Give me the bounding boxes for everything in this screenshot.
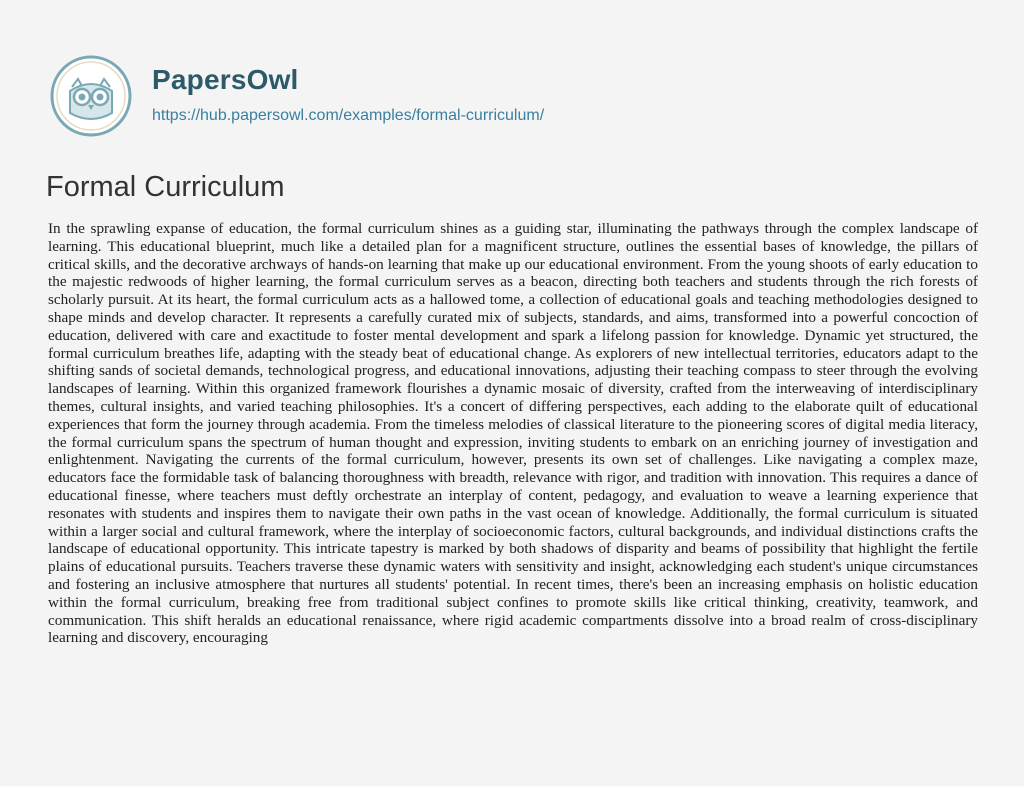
article-body: In the sprawling expanse of education, the formal curriculum shines as a guiding star, illuminating the pathways through the complex landscape of learning. This educational blueprint, much like a detailed plan for a magnificent structure, outlines the essential bases of knowledge, the pillars of critical skills, and the decorative archways of hands-on learning that make up our educational environment. From the young shoots of early education to the majestic redwoods of higher learning, the formal curriculum serves as a beacon, directing both teachers and students through the rich forests of scholarly pursuit. At its heart, the formal curriculum acts as a hallowed tome, a collection of educational goals and teaching methodologies designed to shape minds and develop character. It represents a carefully curated mix of subjects, standards, and aims, transformed into a powerful concoction of education, delivered with care and exactitude to foster mental development and spark a lifelong passion for knowledge. Dynamic yet structured, the formal curriculum breathes life, adapting with the steady beat of educational change. As explorers of new intellectual territories, educators adapt to the shifting sands of societal demands, technological progress, and educational innovations, adjusting their teaching compass to steer through the evolving landscapes of learning. Within this organized framework flourishes a dynamic mosaic of diversity, crafted from the interweaving of interdisciplinary themes, cultural insights, and varied teaching philosophies. It's a concert of differing perspectives, each adding to the elaborate quilt of educational experiences that form the journey through academia. From the timeless melodies of classical literature to the pioneering scores of digital media literacy, the formal curriculum spans the spectrum of human thought and expression, inviting students to embark on an enriching journey of investigation and enlightenment. Navigating the currents of the formal curriculum, however, presents its own set of challenges. Like navigating a complex maze, educators face the formidable task of balancing thoroughness with breadth, relevance with rigor, and tradition with innovation. This requires a dance of educational finesse, where teachers must deftly orchestrate an interplay of content, pedagogy, and evaluation to weave a learning experience that resonates with students and inspires them to navigate their own paths in the vast ocean of knowledge. Additionally, the formal curriculum is situated within a larger social and cultural framework, where the interplay of socioeconomic factors, cultural backgrounds, and individual distinctions crafts the landscape of educational opportunity. This intricate tapestry is marked by both shadows of disparity and beams of possibility that highlight the fertile plains of educational pursuits. Teachers traverse these dynamic waters with sensitivity and insight, acknowledging each student's unique circumstances and fostering an inclusive atmosphere that nurtures all students' potential. In recent times, there's been an increasing emphasis on holistic education within the formal curriculum, breaking free from traditional subject confines to promote skills like critical thinking, creativity, teamwork, and communication. This shift heralds an educational renaissance, where rigid academic compartments dissolve into a broad realm of cross-disciplinary learning and discovery, encouraging bbox=[48, 220, 978, 647]
brand-block bbox=[152, 64, 544, 127]
owl-logo-icon bbox=[50, 55, 132, 137]
header bbox=[50, 55, 544, 137]
source-url-link[interactable]: https://hub.papersowl.com/examples/formal-curriculum/ bbox=[152, 106, 545, 124]
page-title: Formal Curriculum bbox=[46, 171, 285, 203]
brand-name: PapersOwl bbox=[152, 63, 299, 95]
